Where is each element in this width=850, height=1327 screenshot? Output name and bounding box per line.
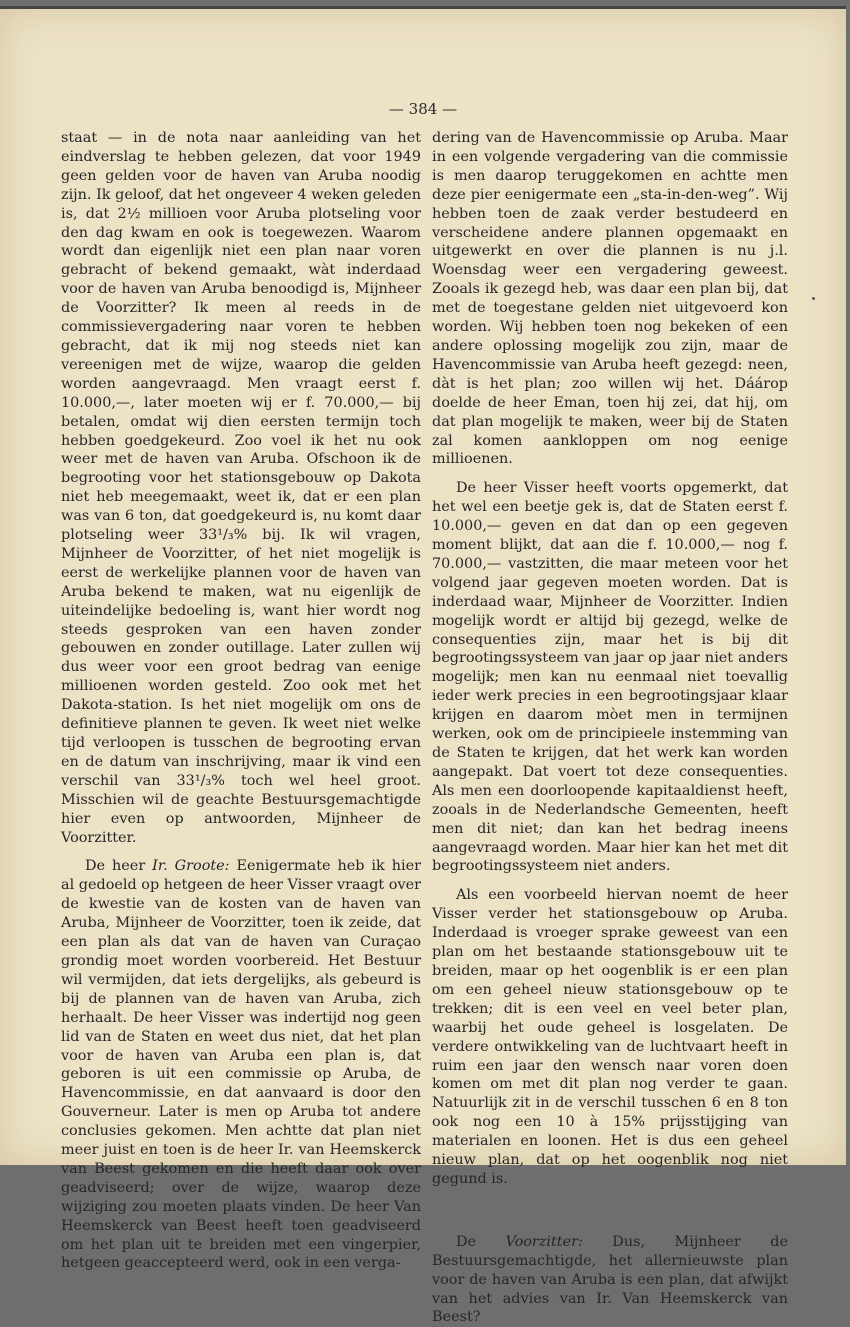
page-number: — 384 — xyxy=(388,100,458,118)
left-column xyxy=(61,129,421,1273)
speaker-name: Voorzitter: xyxy=(505,1233,583,1250)
speaker-name: Ir. Groote: xyxy=(152,858,230,875)
speaker-prefix: De heer xyxy=(85,858,153,875)
paragraph: dering van de Havencommissie op Aruba. Maar in een volgende vergadering van die commissie is men daarop teruggekomen en achtte men deze pier eenigermate een „sta-in-den-weg”. Wij hebben toen de zaak verder bestudeerd en verscheidene andere plannen opgemaakt en uitgewerkt en over die plannen is nu j.l. Woensdag weer een vergadering geweest. Zooals ik gezegd heb, was daar een plan bij, dat met de toegestane gelden niet uitgevoerd kon worden. Wij hebben toen nog bekeken of een andere oplossing mogelijk zou zijn, maar de Havencommissie van Aruba heeft gezegd: neen, dàt is het plan; zoo willen wij het. Dáárop doelde de heer Eman, toen hij zei, dat hij, om dat plan mogelijk te maken, weer bij de Staten zal komen aankloppen om nog eenige millioenen. xyxy=(432,130,788,468)
paragraph-text: Dus, Mijnheer de Bestuursgemachtigde, het allernieuwste plan voor de haven van Aruba is een plan, dat afwijkt van het advies van Ir. Van Heemskerck van Beest? xyxy=(432,1233,788,1326)
document-page xyxy=(0,6,846,1326)
paragraph: De heer Visser heeft voorts opgemerkt, dat het wel een beetje gek is, dat de Staten eerst f. 10.000,— geven en dat dan op een gegeven moment blijkt, dat aan die f. 10.000,— nog f. 70.000,— vastzitten, die maar meteen voor het volgend jaar gegeven moeten worden. Dat is inderdaad waar, Mijnheer de Voorzitter. Indien mogelijk wordt er altijd bij gezegd, welke de consequenties zijn, maar het is bij dit begrootingssysteem van jaar op jaar niet anders mogelijk; men kan nu eenmaal niet toevallig ieder werk precies in een begrootingsjaar klaar krijgen en daarom mòet men in termijnen werken, ook om de principieele instemming van de Staten te krijgen, dat het werk kan worden aangepakt. Dat voert tot deze consequenties. Als men een doorloopende kapitaaldienst heeft, zooals in de Nederlandsche Gemeenten, heeft men dit niet; dan kan het bedrag ineens aangevraagd worden. Maar hier kan het met dit begrootingssysteem niet anders. xyxy=(432,480,788,875)
paragraph: staat — in de nota naar aanleiding van het eindverslag te hebben gelezen, dat voor 1949 geen gelden voor de haven van Aruba noodig zijn. Ik geloof, dat het ongeveer 4 weken geleden is, dat 2½ millioen voor Aruba plotseling voor den dag kwam en ook is toegewezen. Waarom wordt dan eigenlijk niet een plan naar voren gebracht of bekend gemaakt, wàt inderdaad voor de haven van Aruba benoodigd is, Mijnheer de Voorzitter? Ik meen al reeds in de commissievergadering naar voren te hebben gebracht, dat ik mij nog steeds niet kan vereenigen met de wijze, waarop die gelden worden aangevraagd. Men vraagt eerst f. 10.000,—, later moeten wij er f. 70.000,— bij betalen, omdat wij dien eersten termijn toch hebben goedgekeurd. Zoo voel ik het nu ook weer met de haven van Aruba. Ofschoon ik de begrooting voor het stationsgebouw op Dakota niet heb meegemaakt, weet ik, dat er een plan was van 6 ton, dat goedgekeurd is, nu komt daar plotseling weer 33¹/₃% bij. Ik wil vragen, Mijnheer de Voorzitter, of het niet mogelijk is eerst de werkelijke plannen voor de haven van Aruba bekend te maken, wat nu eigenlijk de uiteindelijke bedoeling is, want hier wordt nog steeds gesproken van een haven zonder gebouwen en zonder outillage. Later zullen wij dus weer voor een groot bedrag van eenige millioenen worden gesteld. Zoo ook met het Dakota-station. Is het niet mogelijk om ons de definitieve plannen te geven. Ik weet niet welke tijd verloopen is tusschen de begrooting ervan en de datum van inschrijving, maar ik vind een verschil van 33¹/₃% toch wel heel groot. Misschien wil de geachte Bestuursgemachtigde hier even op antwoorden, Mijnheer de Voorzitter. xyxy=(61,130,421,846)
ink-speck xyxy=(812,297,815,300)
right-column xyxy=(432,129,788,1327)
speaker-prefix: De xyxy=(456,1233,506,1250)
paragraph-text: Eenigermate heb ik hier al gedoeld op hetgeen de heer Visser vraagt over de kwestie van de kosten van de haven van Aruba, Mijnheer de Voorzitter, toen ik zeide, dat een plan als dat van de haven van Curaçao grondig moet worden voorbereid. Het Bestuur wil vermijden, dat iets dergelijks, als gebeurd is bij de plannen van de haven van Aruba, zich herhaalt. De heer Visser was indertijd nog geen lid van de Staten en weet dus niet, dat het plan voor de haven van Aruba een plan is, dat geboren is uit een commissie op Aruba, de Havencommissie, en dat aanvaard is door den Gouverneur. Later is men op Aruba tot andere conclusies gekomen. Men achtte dat plan niet meer juist en toen is de heer Ir. van Heemskerck van Beest gekomen en die heeft daar ook over geadviseerd; over de wijze, waarop deze wijziging zou moeten plaats vinden. De heer Van Heemskerck van Beest heeft toen geadviseerd om het plan uit te breiden met een vingerpier, hetgeen geaccepteerd werd, ook in een verga- xyxy=(61,858,421,1272)
paragraph-groote xyxy=(61,857,421,1273)
paragraph: Als een voorbeeld hiervan noemt de heer Visser verder het stationsgebouw op Aruba. Inderdaad is vroeger sprake geweest van een plan om het bestaande stationsgebouw uit te breiden, maar op het oogenblik is er een plan om een geheel nieuw stationsgebouw op te trekken; dit is een veel en veel beter plan, waarbij het oude geheel is losgelaten. De verdere ontwikkeling van de luchtvaart heeft in ruim een jaar den wensch naar voren doen komen om met dit plan nog verder te gaan. Natuurlijk zit in de verschil tusschen 6 en 8 ton ook nog een 10 à 15% prijsstijging van materialen en loonen. Het is dus een geheel nieuw plan, dat op het oogenblik nog niet gegund is. xyxy=(432,887,788,1187)
paragraph-voorzitter xyxy=(432,1233,788,1327)
